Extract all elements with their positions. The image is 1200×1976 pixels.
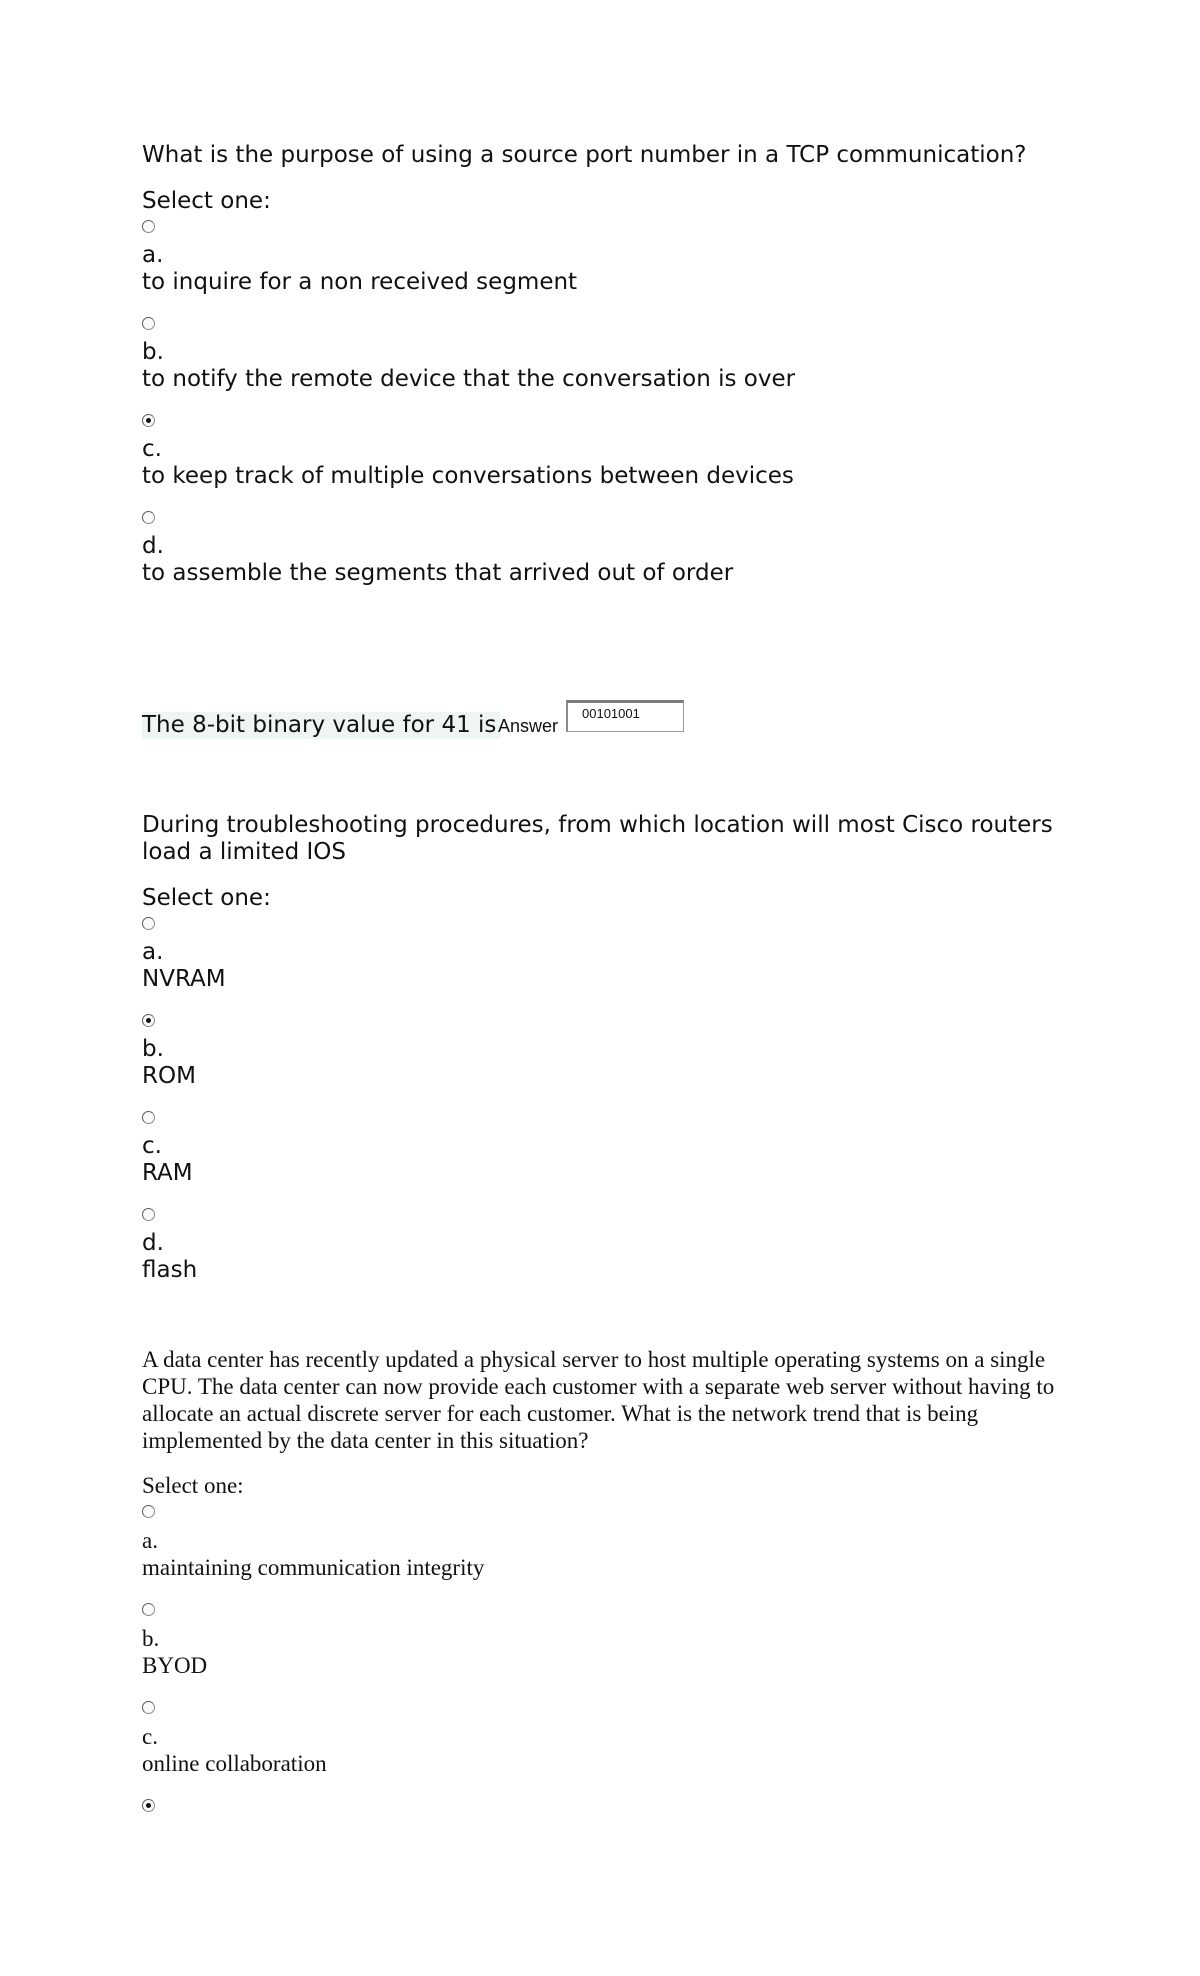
option-text: ROM [142, 1063, 196, 1089]
option-text: RAM [142, 1160, 193, 1186]
radio-button-icon[interactable] [142, 1111, 155, 1124]
question-2 [142, 700, 842, 740]
radio-button-icon[interactable] [142, 917, 155, 930]
option-letter: d. [142, 533, 164, 559]
question-4-select-one: Select one: [142, 1473, 244, 1498]
option-text: flash [142, 1257, 198, 1283]
question-4-option-c[interactable] [142, 1701, 1062, 1777]
option-letter: a. [142, 939, 164, 965]
option-letter: b. [142, 1626, 160, 1651]
question-1 [142, 142, 1062, 587]
option-text: to keep track of multiple conversations between devices [142, 463, 794, 489]
radio-button-icon[interactable] [142, 1701, 155, 1714]
option-text: to notify the remote device that the conversation is over [142, 366, 796, 392]
question-3-option-d[interactable] [142, 1208, 1062, 1284]
answer-label: Answer [498, 716, 559, 736]
question-3-option-a[interactable] [142, 917, 1062, 993]
option-text: online collaboration [142, 1751, 327, 1776]
question-3 [142, 812, 1062, 1284]
question-1-option-b[interactable] [142, 317, 1062, 393]
radio-button-icon[interactable] [142, 1505, 155, 1518]
question-4-text: A data center has recently updated a physical server to host multiple operating systems on a single CPU. The data center can now provide each customer with a separate web server without having to allocate an actual discrete server for each customer. What is the network trend that is being implemented by the data center in this situation? [142, 1347, 1055, 1453]
question-1-select-one: Select one: [142, 188, 271, 214]
question-1-option-c[interactable] [142, 414, 1062, 490]
question-4-option-a[interactable] [142, 1505, 1062, 1581]
option-letter: a. [142, 1528, 158, 1553]
option-text: to assemble the segments that arrived out of order [142, 560, 734, 586]
option-letter: c. [142, 436, 162, 462]
question-3-option-c[interactable] [142, 1111, 1062, 1187]
option-letter: a. [142, 242, 164, 268]
radio-button-checked-icon[interactable] [142, 1799, 155, 1812]
radio-button-icon[interactable] [142, 317, 155, 330]
radio-button-checked-icon[interactable] [142, 414, 155, 427]
question-2-text: The 8-bit binary value for 41 is [142, 712, 500, 739]
question-4-option-b[interactable] [142, 1603, 1062, 1679]
question-1-option-d[interactable] [142, 511, 1062, 587]
answer-input[interactable]: 00101001 [566, 700, 684, 732]
option-text: maintaining communication integrity [142, 1555, 485, 1580]
option-letter: c. [142, 1724, 158, 1749]
option-letter: d. [142, 1230, 164, 1256]
option-text: to inquire for a non received segment [142, 269, 578, 295]
question-3-select-one: Select one: [142, 885, 271, 911]
question-1-option-a[interactable] [142, 220, 1062, 296]
question-3-text: During troubleshooting procedures, from which location will most Cisco routers load a limited IOS [142, 812, 1053, 865]
radio-button-icon[interactable] [142, 220, 155, 233]
question-1-text: What is the purpose of using a source port number in a TCP communication? [142, 142, 1027, 168]
question-4 [142, 1346, 1062, 1812]
option-letter: b. [142, 339, 164, 365]
option-letter: c. [142, 1133, 162, 1159]
radio-button-icon[interactable] [142, 1603, 155, 1616]
question-3-option-b[interactable] [142, 1014, 1062, 1090]
radio-button-checked-icon[interactable] [142, 1014, 155, 1027]
radio-button-icon[interactable] [142, 1208, 155, 1221]
radio-button-icon[interactable] [142, 511, 155, 524]
question-4-option-d[interactable] [142, 1799, 1062, 1812]
option-letter: b. [142, 1036, 164, 1062]
option-text: NVRAM [142, 966, 226, 992]
option-text: BYOD [142, 1653, 208, 1678]
